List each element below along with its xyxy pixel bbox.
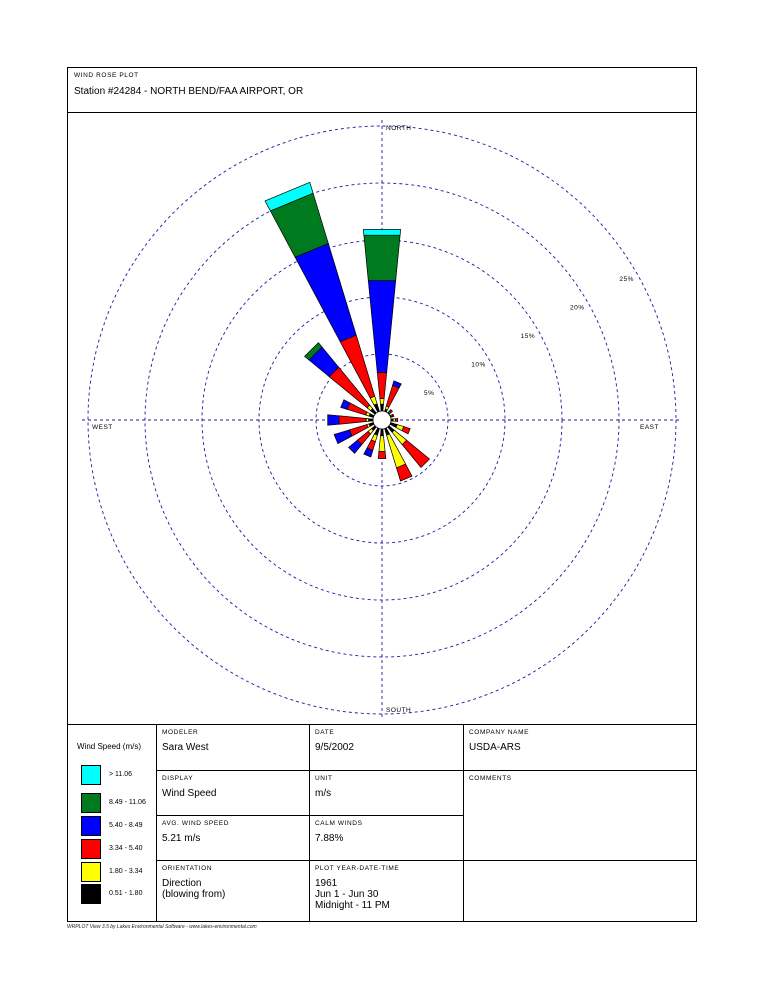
calm-winds-caption: CALM WINDS [315, 820, 363, 827]
petal-se-bin-2 [402, 440, 429, 467]
comments-cell [464, 771, 696, 860]
legend-swatch [81, 765, 101, 785]
petal-w-bin-2 [339, 416, 366, 424]
unit-caption: UNIT [315, 775, 333, 782]
petal-ese-bin-2 [402, 427, 410, 434]
avg-speed-value: 5.21 m/s [162, 833, 201, 844]
petal-sse-bin-2 [397, 464, 413, 481]
petal-n-bin-4 [364, 235, 400, 280]
header-caption: WIND ROSE PLOT [74, 72, 139, 79]
info-table [68, 724, 696, 922]
petal-wsw-bin-3 [334, 430, 352, 444]
legend-label: > 11.06 [109, 771, 133, 778]
unit-cell [310, 771, 463, 815]
ring-label-25: 25% [619, 276, 634, 283]
petal-s-bin-2 [378, 452, 386, 459]
display-caption: DISPLAY [162, 775, 194, 782]
report-frame [67, 67, 697, 922]
date-value: 9/5/2002 [315, 742, 354, 753]
modeler-cell [157, 725, 309, 770]
modeler-caption: MODELER [162, 729, 199, 736]
petal-s-bin-1 [379, 436, 385, 452]
petal-n-bin-2 [377, 373, 386, 399]
petal-ene-bin-2 [392, 414, 394, 417]
plot-time-caption: PLOT YEAR-DATE-TIME [315, 865, 400, 872]
legend-label: 3.34 - 5.40 [109, 845, 143, 852]
petal-w-bin-3 [328, 415, 339, 426]
petal-w-bin-0 [369, 419, 374, 422]
petal-n-bin-1 [380, 399, 384, 405]
avg-speed-cell [157, 816, 309, 860]
legend-label: 0.51 - 1.80 [109, 890, 143, 897]
legend-swatch [81, 816, 101, 836]
display-cell [157, 771, 309, 815]
legend-label: 8.49 - 11.06 [109, 799, 146, 806]
calm-circle [373, 411, 391, 429]
modeler-value: Sara West [162, 742, 209, 753]
legend-swatch [81, 793, 101, 813]
legend-swatch [81, 862, 101, 882]
wind-rose-chart [68, 112, 696, 724]
orientation-caption: ORIENTATION [162, 865, 213, 872]
legend-swatch [81, 839, 101, 859]
calm-winds-value: 7.88% [315, 833, 344, 844]
north-label: NORTH [386, 125, 412, 132]
petal-n-bin-5 [363, 230, 400, 236]
unit-value: m/s [315, 788, 332, 799]
comments-caption: COMMENTS [469, 775, 512, 782]
company-cell [464, 725, 696, 770]
west-label: WEST [92, 424, 113, 431]
petal-n-bin-0 [381, 404, 384, 411]
orientation-value: Direction (blowing from) [162, 878, 226, 900]
report-header [68, 68, 696, 113]
petal-n-bin-3 [368, 281, 395, 373]
plot-time-value: 1961 Jun 1 - Jun 30 Midnight - 11 PM [315, 878, 390, 911]
ring-label-5: 5% [423, 390, 435, 397]
ring-label-10: 10% [471, 361, 486, 369]
legend-swatch [81, 884, 101, 904]
company-caption: COMPANY NAME [469, 729, 530, 736]
petal-nne-bin-2 [386, 385, 399, 407]
petal-nnw-bin-3 [295, 243, 356, 341]
ring-label-15: 15% [520, 333, 536, 340]
company-value: USDA-ARS [469, 742, 521, 753]
blank-cell [464, 861, 696, 922]
date-cell [310, 725, 463, 770]
display-value: Wind Speed [162, 788, 217, 799]
ring-label-20: 20% [569, 304, 585, 312]
calm-winds-cell [310, 816, 463, 860]
legend-label: 1.80 - 3.34 [109, 868, 143, 875]
south-label: SOUTH [386, 707, 412, 714]
petal-sw-bin-3 [349, 440, 362, 453]
petal-e-bin-2 [396, 419, 398, 422]
software-credit: WRPLOT View 3.5 by Lakes Environmental Software - www.lakes-environmental.com [67, 924, 257, 930]
petal-s-bin-0 [381, 429, 384, 436]
east-label: EAST [640, 424, 659, 431]
avg-speed-caption: AVG. WIND SPEED [162, 820, 230, 827]
station-title: Station #24284 - NORTH BEND/FAA AIRPORT, OR [74, 86, 304, 97]
orientation-cell [157, 861, 309, 922]
date-caption: DATE [315, 729, 335, 736]
legend-label: 5.40 - 8.49 [109, 822, 143, 829]
wind-rose-petals [265, 182, 430, 481]
legend-title: Wind Speed (m/s) [77, 742, 142, 751]
plot-time-cell [310, 861, 463, 922]
